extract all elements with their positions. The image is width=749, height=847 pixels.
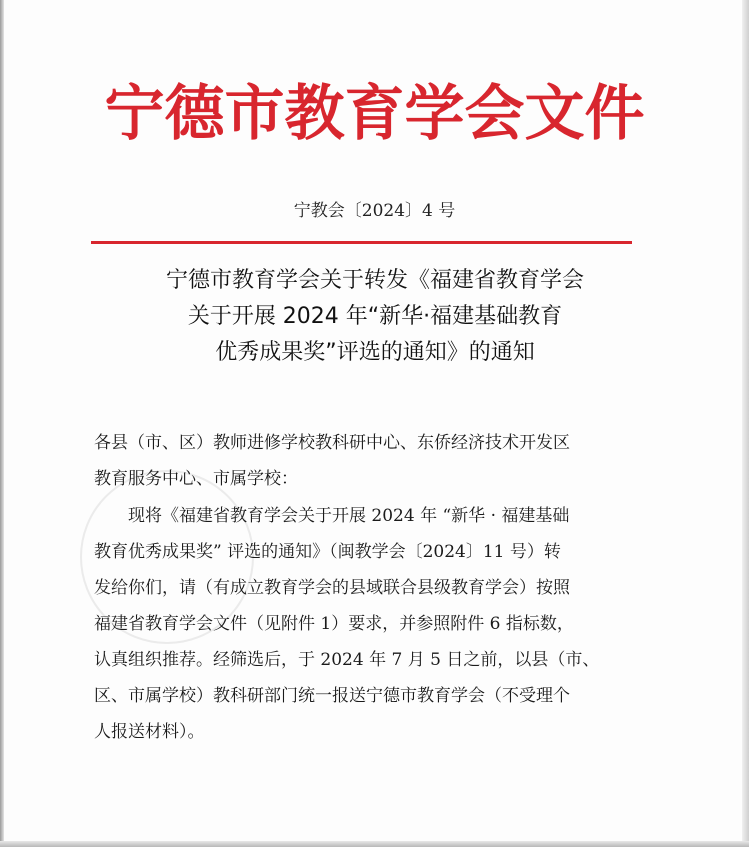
body-line: 福建省教育学会文件（见附件 1）要求，并参照附件 6 指标数，	[94, 614, 574, 634]
addressee-line: 教育服务中心、市属学校：	[94, 469, 298, 489]
document-number: 宁教会〔2024〕4 号	[293, 201, 456, 221]
notice-title-line: 优秀成果奖”评选的通知》的通知	[215, 340, 535, 365]
body-line: 认真组织推荐。经筛选后，于 2024 年 7 月 5 日之前，以县（市、	[94, 650, 600, 670]
addressee	[94, 425, 654, 497]
notice-title-line: 宁德市教育学会关于转发《福建省教育学会	[165, 268, 584, 293]
document-header-title: 宁德市教育学会文件	[104, 79, 645, 149]
body-line: 人报送材料）。	[94, 722, 205, 742]
red-divider-line	[91, 241, 632, 244]
body-line: 区、市属学校）教科研部门统一报送宁德市教育学会（不受理个	[94, 686, 570, 706]
page-bottom-edge	[0, 841, 749, 847]
addressee-line: 各县（市、区）教师进修学校教科研中心、东侨经济技术开发区	[94, 433, 570, 453]
body-paragraph	[94, 498, 654, 750]
body-line: 现将《福建省教育学会关于开展 2024 年 “新华 · 福建基础	[128, 506, 570, 526]
notice-title-line: 关于开展 2024 年“新华·福建基础教育	[187, 304, 563, 329]
notice-title	[70, 263, 680, 371]
body-line: 发给你们，请（有成立教育学会的县域联合县级教育学会）按照	[94, 578, 570, 598]
body-line: 教育优秀成果奖” 评选的通知》（闽教学会〔2024〕11 号）转	[94, 542, 561, 562]
